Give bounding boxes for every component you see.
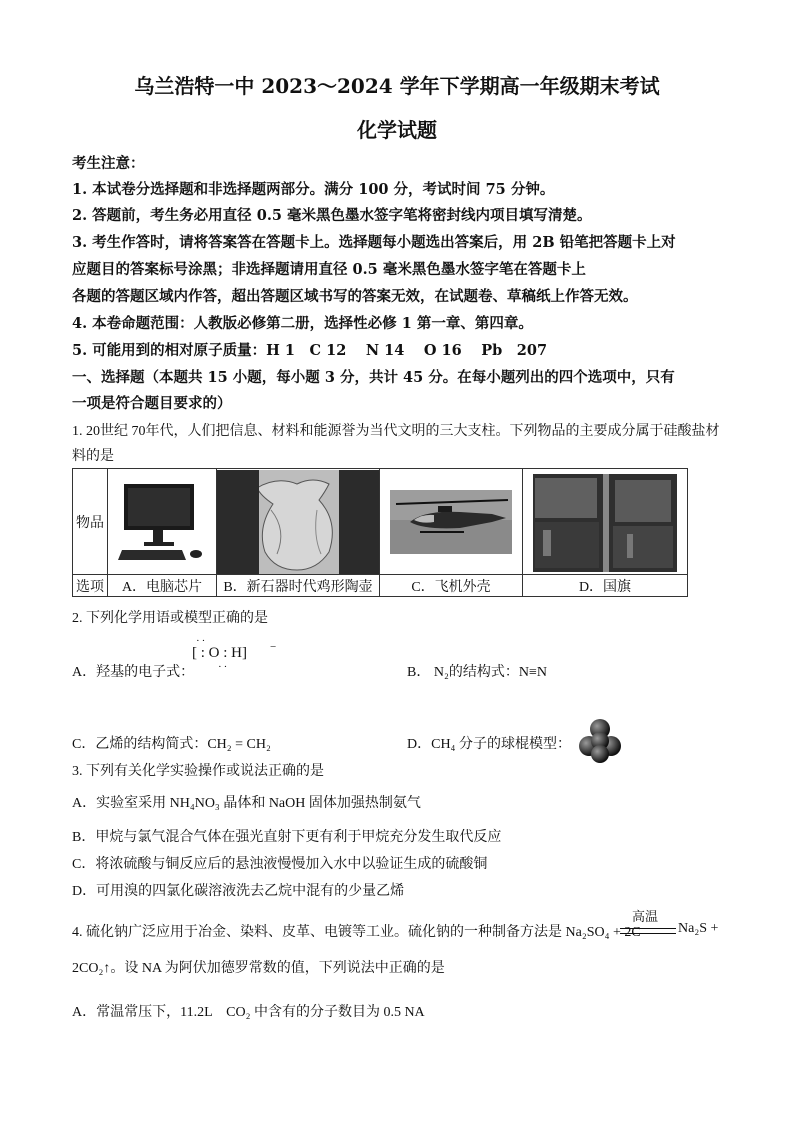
row-label-items: 物品 bbox=[73, 469, 108, 575]
q3-option-c: C．将浓硫酸与铜反应后的悬浊液慢慢加入水中以验证生成的硫酸铜 bbox=[72, 857, 488, 872]
section-heading: 一、选择题（本题共 15 小题，每小题 3 分，共计 45 分。在每小题列出的四个选项中，只有 bbox=[72, 369, 675, 386]
q2-option-a-label: A．羟基的电子式： bbox=[72, 665, 195, 680]
hydroxyl-electron-formula: [ : O : H] bbox=[192, 645, 247, 661]
q3-option-b: B．甲烷与氯气混合气体在强光直射下更有利于甲烷充分发生取代反应 bbox=[72, 830, 502, 845]
option-a: A．电脑芯片 bbox=[108, 575, 217, 597]
q4-option-a: A．常温常压下，11.2L CO₂ 中含有的分子数目为 0.5 NA bbox=[72, 1005, 425, 1020]
q1-stem-cont: 料的是 bbox=[72, 449, 114, 464]
image-helicopter bbox=[380, 469, 523, 575]
notice-item: 应题目的答案标号涂黑；非选择题请用直径 0.5 毫米黑色墨水签字笔在答题卡上 bbox=[72, 261, 586, 278]
lone-pair-dots-bottom: ·· bbox=[218, 661, 230, 673]
q1-table bbox=[72, 468, 688, 597]
q3-option-d: D．可用溴的四氯化碳溶液洗去乙烷中混有的少量乙烯 bbox=[72, 884, 405, 899]
image-pottery bbox=[217, 469, 380, 575]
notice-heading: 考生注意： bbox=[72, 155, 145, 172]
reaction-equals-sign bbox=[620, 928, 676, 934]
q2-option-c: C．乙烯的结构简式：CH₂ = CH₂ bbox=[72, 737, 271, 752]
notice-item: 1. 本试卷分选择题和非选择题两部分。满分 100 分，考试时间 75 分钟。 bbox=[72, 181, 555, 198]
methane-ball-stick-model bbox=[576, 716, 624, 768]
q2-option-d-label: D．CH₄ 分子的球棍模型： bbox=[407, 737, 571, 752]
page-subtitle: 化学试题 bbox=[357, 118, 437, 142]
image-computer bbox=[108, 469, 217, 575]
reaction-product: Na₂S + bbox=[678, 921, 719, 936]
image-flags bbox=[523, 469, 688, 575]
notice-item: 各题的答题区域内作答，超出答题区域书写的答案无效，在试题卷、草稿纸上作答无效。 bbox=[72, 288, 638, 305]
reaction-condition: 高温 bbox=[632, 909, 659, 924]
q4-stem-cont: 2CO₂↑。设 NA 为阿伏加德罗常数的值，下列说法中正确的是 bbox=[72, 961, 445, 976]
section-heading-cont: 一项是符合题目要求的） bbox=[72, 395, 232, 412]
row-label-options: 选项 bbox=[73, 575, 108, 597]
notice-item: 5. 可能用到的相对原子质量：H 1 C 12 N 14 O 16 Pb 207 bbox=[72, 342, 548, 359]
q1-stem: 1. 20世纪 70年代，人们把信息、材料和能源誉为当代文明的三大支柱。下列物品的主要成分属于硅酸盐材 bbox=[72, 424, 720, 439]
option-b: B．新石器时代鸡形陶壶 bbox=[217, 575, 380, 597]
q3-option-a: A．实验室采用 NH₄NO₃ 晶体和 NaOH 固体加强热制氨气 bbox=[72, 796, 421, 811]
q2-stem: 2. 下列化学用语或模型正确的是 bbox=[72, 611, 268, 626]
q3-stem: 3. 下列有关化学实验操作或说法正确的是 bbox=[72, 764, 324, 779]
option-d: D．国旗 bbox=[523, 575, 688, 597]
q4-stem: 4. 硫化钠广泛应用于冶金、染料、皮革、电镀等工业。硫化钠的一种制备方法是 Na₂SO₄ + 2C bbox=[72, 925, 641, 940]
lone-pair-dots-top: ·· bbox=[196, 635, 208, 647]
notice-item: 2. 答题前，考生务必用直径 0.5 毫米黑色墨水签字笔将密封线内项目填写清楚。 bbox=[72, 207, 592, 224]
option-c: C．飞机外壳 bbox=[380, 575, 523, 597]
q2-option-b: B． N₂的结构式：N≡N bbox=[407, 665, 547, 680]
notice-item: 4. 本卷命题范围：人教版必修第二册，选择性必修 1 第一章、第四章。 bbox=[72, 315, 533, 332]
page-title: 乌兰浩特一中 2023～2024 学年下学期高一年级期末考试 bbox=[134, 74, 660, 98]
formula-charge: − bbox=[270, 641, 277, 653]
notice-item: 3. 考生作答时，请将答案答在答题卡上。选择题每小题选出答案后，用 2B 铅笔把答题卡上对 bbox=[72, 234, 676, 251]
